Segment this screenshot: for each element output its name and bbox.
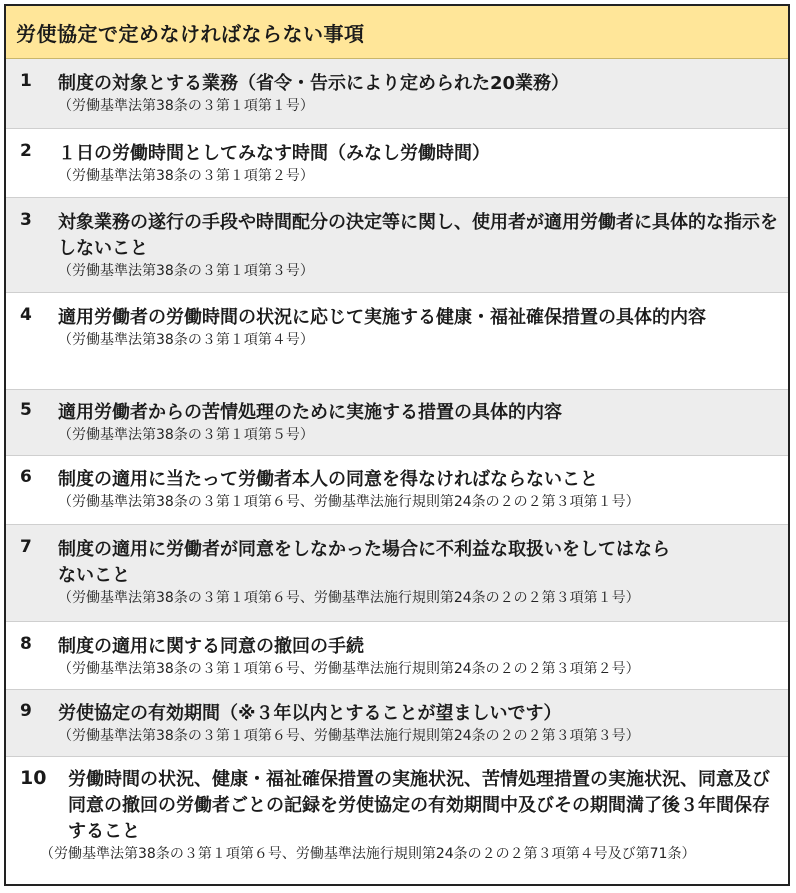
item-title: 制度の適用に関する同意の撤回の手続 xyxy=(58,636,364,657)
item-title: １日の労働時間としてみなす時間（みなし労働時間） xyxy=(58,143,490,164)
list-item xyxy=(6,390,788,456)
item-title: 労使協定の有効期間（※３年以内とすることが望ましいです） xyxy=(58,703,562,724)
list-item xyxy=(6,757,788,886)
item-title: 対象業務の遂行の手段や時間配分の決定等に関し、使用者が適用労働者に具体的な指示をしないこと xyxy=(58,212,778,259)
item-reference: （労働基準法第38条の３第１項第６号、労働基準法施行規則第24条の２の２第３項第４号及び第71条） xyxy=(40,846,696,862)
item-title: 制度の適用に労働者が同意をしなかった場合に不利益な取扱いをしてはならないこと xyxy=(58,539,670,586)
header-title: 労使協定で定めなければならない事項 xyxy=(16,21,365,46)
item-number: 7 xyxy=(20,537,32,557)
item-number: 6 xyxy=(20,467,32,487)
item-reference: （労働基準法第38条の３第１項第３号） xyxy=(58,263,314,279)
item-number: 9 xyxy=(20,701,32,721)
list-item xyxy=(6,456,788,525)
requirements-table xyxy=(4,4,790,886)
item-number: 1 xyxy=(20,71,32,91)
list-item xyxy=(6,198,788,293)
item-title: 制度の対象とする業務（省令・告示により定められた20業務） xyxy=(58,73,570,94)
list-item xyxy=(6,525,788,622)
item-title: 労働時間の状況、健康・福祉確保措置の実施状況、苦情処理措置の実施状況、同意及び同意の撤回の労働者ごとの記録を労使協定の有効期間中及びその期間満了後３年間保存すること xyxy=(68,769,770,842)
list-item xyxy=(6,59,788,129)
item-reference: （労働基準法第38条の３第１項第６号、労働基準法施行規則第24条の２の２第３項第１号） xyxy=(58,590,640,606)
list-item xyxy=(6,129,788,198)
item-number: 3 xyxy=(20,210,32,230)
item-reference: （労働基準法第38条の３第１項第６号、労働基準法施行規則第24条の２の２第３項第２号） xyxy=(58,661,640,677)
list-item xyxy=(6,690,788,757)
item-title: 制度の適用に当たって労働者本人の同意を得なければならないこと xyxy=(58,469,598,490)
item-reference: （労働基準法第38条の３第１項第４号） xyxy=(58,332,314,348)
list-item xyxy=(6,622,788,690)
item-number: 5 xyxy=(20,400,32,420)
item-reference: （労働基準法第38条の３第１項第６号、労働基準法施行規則第24条の２の２第３項第３号） xyxy=(58,728,640,744)
item-reference: （労働基準法第38条の３第１項第５号） xyxy=(58,427,314,443)
item-number: 10 xyxy=(20,767,47,789)
item-number: 2 xyxy=(20,141,32,161)
item-reference: （労働基準法第38条の３第１項第２号） xyxy=(58,168,314,184)
table-header xyxy=(6,6,788,59)
item-title: 適用労働者の労働時間の状況に応じて実施する健康・福祉確保措置の具体的内容 xyxy=(58,307,706,328)
item-number: 4 xyxy=(20,305,32,325)
item-title: 適用労働者からの苦情処理のために実施する措置の具体的内容 xyxy=(58,402,562,423)
list-item xyxy=(6,293,788,390)
item-reference: （労働基準法第38条の３第１項第１号） xyxy=(58,98,314,114)
item-reference: （労働基準法第38条の３第１項第６号、労働基準法施行規則第24条の２の２第３項第１号） xyxy=(58,494,640,510)
item-number: 8 xyxy=(20,634,32,654)
